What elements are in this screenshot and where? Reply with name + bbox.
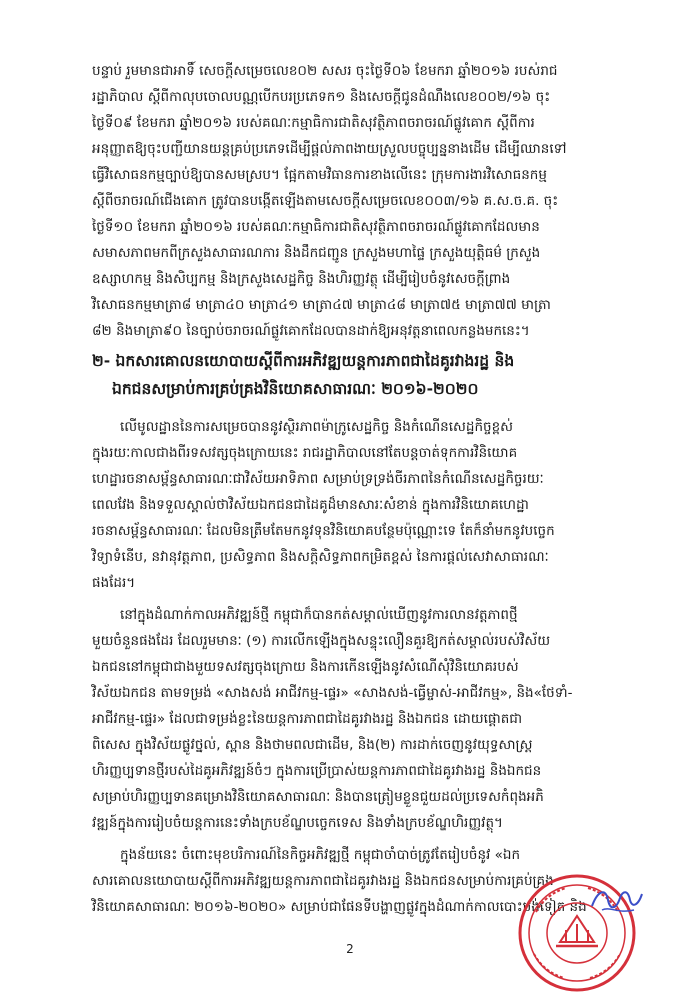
handwritten-signature <box>588 880 646 918</box>
paragraph-line: ពិសេស ក្នុងវិស័យផ្លូវថ្នល់, ស្ពាន និងថាមពលជាដើម, និង(២) ការដាក់ចេញនូវយុទ្ធសាស្ត្រ <box>92 737 533 753</box>
paragraph-line: លើមូលដ្ឋាននៃការសម្រេចបាននូវស្ថិរភាពម៉ាក្រូសេដ្ឋកិច្ច និងកំណើនសេដ្ឋកិច្ចខ្ពស់ <box>120 419 514 435</box>
paragraph-line: រដ្ឋាភិបាល ស្ដីពីកាលុបចោលបណ្ណបើកបរប្រភេទក១ និងសេចក្ដីជូនដំណឹងលេខ០០២/១៦ ចុះ <box>92 89 551 105</box>
paragraph-line: ថ្ងៃទី០៩ ខែមករា ឆ្នាំ២០១៦ របស់គណៈកម្មាធិការជាតិសុវត្ថិភាពចរាចរណ៍ផ្លូវគោក ស្ដីពីការ <box>92 115 535 131</box>
section-heading: ២- ឯកសារគោលនយោបាយស្ដីពីការអភិវឌ្ឍយន្តការភាពជាដៃគូរវាងរដ្ឋ និង <box>92 352 515 370</box>
paragraph-line: ថ្ងៃទី១០ ខែមករា ឆ្នាំ២០១៦ របស់គណៈកម្មាធិការជាតិសុវត្ថិភាពចរាចរណ៍ផ្លូវគោកដែលមាន <box>92 219 540 235</box>
paragraph-line: វិនិយោគសាធារណៈ ២០១៦-២០២០» សម្រាប់ជាផែនទីបង្ហាញផ្លូវក្នុងដំណាក់កាលបោះបង់ទៀត និង <box>92 899 587 915</box>
paragraph-line: ហេដ្ឋារចនាសម្ព័ន្ធសាធារណៈជាវិស័យអាទិភាព សម្រាប់ទ្រទ្រង់ចីរភាពនៃកំណើនសេដ្ឋកិច្ចរយៈ <box>92 471 544 487</box>
page-number: 2 <box>346 942 354 956</box>
paragraph-line: មួយចំនួនផងដែរ ដែលរួមមានៈ (១) ការលើកឡើងក្នុងសន្ទុះលឿនគួរឱ្យកត់សម្គាល់របស់វិស័យ <box>92 633 551 649</box>
paragraph-line: សម្រាប់ហិរញ្ញប្បទានគម្រោងវិនិយោគសាធារណៈ និងបានត្រៀមខ្លួនជួយដល់ប្រទេសកំពុងអភិ <box>92 789 544 805</box>
paragraph-line: ពេលវែង និងទទួលស្គាល់ថាវិស័យឯកជនជាដៃគូដ៏មានសារៈសំខាន់ ក្នុងការវិនិយោគហេដ្ឋា <box>92 497 529 513</box>
paragraph-line: សារគោលនយោបាយស្ដីពីការអភិវឌ្ឍយន្តការភាពជាដៃគូរវាងរដ្ឋ និងឯកជនសម្រាប់ការគ្រប់គ្រង <box>92 873 554 889</box>
paragraph-line: ឯកជននៅកម្ពុជាជាងមួយទសវត្សចុងក្រោយ និងការកើនឡើងនូវសំណើសុំវិនិយោគរបស់ <box>92 659 519 675</box>
paragraph-line: បន្ទាប់ រួមមានជាអាទិ៍ សេចក្ដីសម្រេចលេខ០២ សសរ ចុះថ្ងៃទី០៦ ខែមករា ឆ្នាំ២០១៦ របស់រាជ <box>92 63 558 79</box>
paragraph-line: ធ្វើវិសោធនកម្មច្បាប់ឱ្យបានសមស្រប។ ផ្អែកតាមវិធានការខាងលើនេះ ក្រុមការងារវិសោធនកម្ម <box>92 167 547 183</box>
section-heading: ឯកជនសម្រាប់ការគ្រប់គ្រងវិនិយោគសាធារណៈ ២០១៦-២០២០ <box>112 380 479 398</box>
paragraph-line: ក្នុងរយៈកាលជាងពីរទសវត្សចុងក្រោយនេះ រាជរដ្ឋាភិបាលនៅតែបន្តចាត់ទុកការវិនិយោគ <box>92 445 518 461</box>
paragraph-line: វឌ្ឍន៍ក្នុងការរៀបចំយន្តការនេះទាំងក្របខ័ណ្ឌបច្ចេកទេស និងទាំងក្របខ័ណ្ឌហិរញ្ញវត្ថុ។ <box>92 815 503 831</box>
paragraph-line: អនុញ្ញាតឱ្យចុះបញ្ជីយានយន្តគ្រប់ប្រភេទដើម្បីផ្ដល់ភាពងាយស្រួលបច្ចុប្បន្ននាងដើម ដើម្បីឈានទៅ <box>92 141 567 157</box>
paragraph-line: វិទ្យាទំនើប, នវានុវត្តភាព, ប្រសិទ្ធភាព និងសក្ដិសិទ្ធភាពកម្រិតខ្ពស់ នៃការផ្ដល់សេវាសាធារណៈ <box>92 549 549 565</box>
paragraph-line: ៨២ និងមាត្រា៩០ នៃច្បាប់ចរាចរណ៍ផ្លូវគោកដែលបានដាក់ឱ្យអនុវត្តនាពេលកន្លងមកនេះ។ <box>92 323 530 339</box>
paragraph-line: នៅក្នុងដំណាក់កាលអភិវឌ្ឍន៍ថ្មី កម្ពុជាក៏បានកត់សម្គាល់ឃើញនូវការលានវត្តភាពថ្មី <box>120 607 518 623</box>
paragraph-line: ក្នុងន័យនេះ ចំពោះមុខបរិការណ៍នៃកិច្ចអភិវឌ្ឍថ្មី កម្ពុជាចាំបាច់ត្រូវតែរៀបចំនូវ «ឯក <box>120 847 521 863</box>
paragraph-line: អាជីវកម្ម-ផ្ទេរ» ដែលជាទម្រង់ខ្លះនៃយន្តការភាពជាដៃគូរវាងរដ្ឋ និងឯកជន ដោយផ្ដោតជា <box>92 711 523 727</box>
paragraph-line: វិស័យឯកជន តាមទម្រង់ «សាងសង់ អាជីវកម្ម-ផ្ទេរ» «សាងសង់-ធ្វើម្ចាស់-អាជីវកម្ម», និង«ថែទាំ- <box>92 685 573 701</box>
paragraph-line: ហិរញ្ញប្បទានថ្មីរបស់ដៃគូអភិវឌ្ឍន៍ចំៗ ក្នុងការប្រើប្រាស់យន្តការភាពជាដៃគូរវាងរដ្ឋ និងឯកជន <box>92 763 542 779</box>
paragraph-line: សមាសភាពមកពីក្រសួងសាធារណការ និងដឹកជញ្ជូន ក្រសួងមហាផ្ទៃ ក្រសួងយុត្តិធម៌ ក្រសួង <box>92 245 541 261</box>
paragraph-line: ផងដែរ។ <box>92 575 136 591</box>
paragraph-line: វិសោធនកម្មមាត្រា៨ មាត្រា៤០ មាត្រា៤១ មាត្រា៤៧ មាត្រា៤៨ មាត្រា៧៥ មាត្រា៧៧ មាត្រា <box>92 297 551 313</box>
paragraph-line: ឧស្សាហកម្ម និងសិប្បកម្ម និងក្រសួងសេដ្ឋកិច្ច និងហិរញ្ញវត្ថុ ដើម្បីរៀបចំនូវសេចក្ដីព្រាង <box>92 271 511 287</box>
paragraph-line: ស្ដីពីចរាចរណ៍ជើងគោក ត្រូវបានបង្កើតឡើងតាមសេចក្ដីសម្រេចលេខ០០៣/១៦ គ.ស.ច.គ. ចុះ <box>92 193 559 209</box>
paragraph-line: រចនាសម្ព័ន្ធសាធារណៈ ដែលមិនត្រឹមតែមកនូវទុនវិនិយោគបន្ថែមប៉ុណ្ណោះទេ តែក៏នាំមកនូវបច្ចេក <box>92 523 555 539</box>
